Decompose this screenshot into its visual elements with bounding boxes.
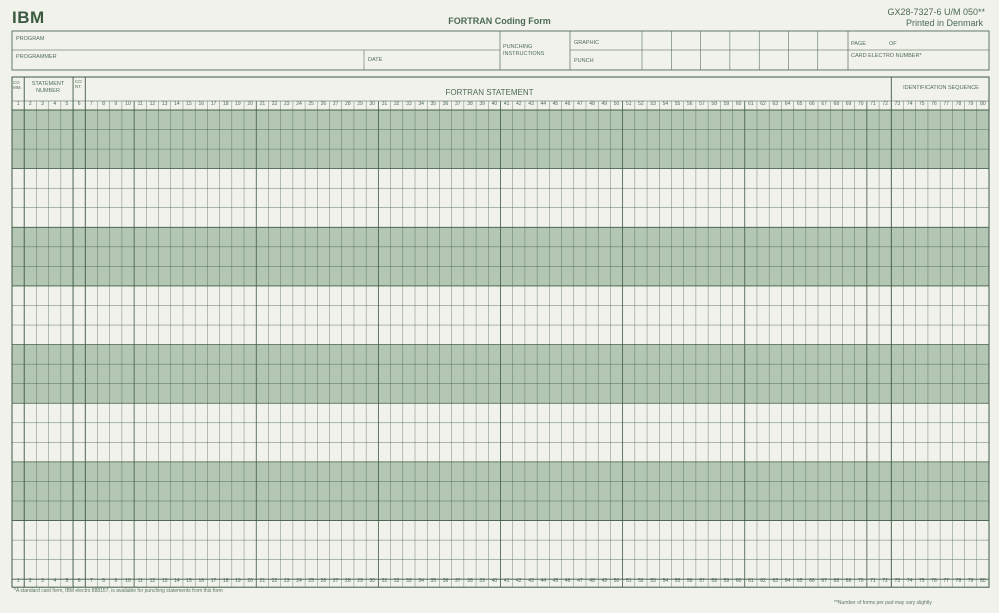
column-number: 6: [77, 101, 81, 107]
column-number: 11: [137, 101, 143, 107]
comment-column-label: COMM.: [13, 80, 22, 90]
column-number: 67: [821, 578, 827, 584]
column-number: 57: [699, 101, 705, 107]
column-number: 66: [809, 101, 815, 107]
column-number: 75: [919, 101, 925, 107]
column-number: 55: [674, 578, 681, 584]
column-number: 45: [552, 101, 559, 107]
column-number: 47: [577, 101, 583, 107]
column-number: 1: [16, 578, 20, 584]
column-number: 38: [467, 578, 473, 584]
column-number: 17: [210, 578, 217, 584]
column-number: 31: [381, 578, 388, 584]
programmer-label: PROGRAMMER: [16, 54, 57, 60]
column-number: 39: [479, 101, 485, 107]
column-number: 56: [687, 578, 693, 584]
punching-instructions-label: PUNCHING INSTRUCTIONS: [503, 44, 545, 57]
column-number: 27: [332, 101, 339, 107]
column-number: 4: [53, 101, 57, 107]
fortran-statement-label: FORTRAN STATEMENT: [445, 88, 534, 97]
column-number: 15: [186, 101, 192, 107]
column-number: 49: [601, 578, 608, 584]
column-number: 46: [564, 101, 571, 107]
column-number: 44: [540, 578, 546, 584]
column-number: 19: [235, 578, 241, 584]
column-number: 21: [259, 578, 266, 584]
column-number: 74: [906, 578, 913, 584]
column-number: 16: [198, 101, 205, 107]
column-number: 42: [516, 578, 522, 584]
footer-note-right: **Number of forms per pad may vary slightly: [834, 600, 932, 606]
column-number: 58: [711, 101, 717, 107]
column-number: 73: [894, 101, 901, 107]
column-number: 56: [687, 101, 693, 107]
column-number: 8: [102, 101, 105, 107]
column-number: 40: [491, 101, 498, 107]
column-number: 3: [41, 101, 44, 107]
column-number: 3: [41, 578, 44, 584]
column-number: 42: [516, 101, 522, 107]
column-number: 43: [528, 578, 534, 584]
column-number: 34: [418, 578, 424, 584]
column-number: 22: [271, 101, 278, 107]
column-number: 79: [967, 578, 974, 584]
column-number: 31: [381, 101, 388, 107]
column-number: 63: [772, 578, 779, 584]
column-number: 13: [161, 101, 168, 107]
column-number: 78: [955, 578, 962, 584]
column-number: 80: [980, 101, 986, 107]
column-number: 40: [491, 578, 498, 584]
column-number: 43: [528, 101, 534, 107]
column-number: 54: [662, 101, 669, 107]
column-number: 69: [845, 578, 852, 584]
column-number: 1: [16, 101, 20, 107]
column-number: 45: [552, 578, 559, 584]
column-number: 64: [784, 101, 791, 107]
column-number: 18: [222, 101, 229, 107]
column-number: 65: [796, 578, 803, 584]
column-number: 75: [919, 578, 925, 584]
column-number: 20: [247, 101, 253, 107]
footer-note-left: *A standard card form, IBM electro 888157, is available for punching statements from this form: [14, 588, 223, 594]
column-number: 8: [102, 578, 105, 584]
column-number: 4: [53, 578, 57, 584]
column-number: 9: [114, 101, 118, 107]
header-box: [12, 31, 989, 70]
column-number: 17: [210, 101, 217, 107]
column-number: 60: [735, 578, 742, 584]
program-label: PROGRAM: [16, 36, 45, 42]
column-number: 23: [283, 578, 290, 584]
column-number: 25: [308, 578, 314, 584]
column-number: 67: [821, 101, 827, 107]
column-number: 61: [748, 101, 754, 107]
form-number: GX28-7327-6 U/M 050**: [887, 7, 985, 17]
column-number: 24: [296, 101, 302, 107]
column-number: 30: [369, 101, 376, 107]
column-number: 54: [662, 578, 669, 584]
column-number: 27: [332, 578, 339, 584]
column-number: 74: [906, 101, 913, 107]
column-number: 50: [613, 101, 620, 107]
column-number: 28: [345, 578, 351, 584]
column-number: 68: [833, 578, 840, 584]
column-number: 57: [699, 578, 705, 584]
column-number: 53: [650, 578, 656, 584]
column-number: 51: [625, 101, 632, 107]
column-number: 50: [613, 578, 620, 584]
column-number: 32: [393, 578, 400, 584]
identification-sequence-label: IDENTIFICATION SEQUENCE: [903, 85, 979, 91]
column-number: 30: [369, 578, 376, 584]
column-number: 48: [589, 578, 595, 584]
column-number: 71: [870, 578, 876, 584]
column-number: 51: [625, 578, 632, 584]
column-number: 39: [479, 578, 485, 584]
column-number: 15: [186, 578, 192, 584]
column-number: 26: [320, 578, 327, 584]
column-number: 35: [430, 578, 437, 584]
card-electro-number-label: CARD ELECTRO NUMBER*: [851, 53, 922, 59]
column-number: 25: [308, 101, 314, 107]
column-number: 36: [442, 101, 449, 107]
column-number: 52: [638, 101, 644, 107]
column-number: 59: [723, 101, 730, 107]
column-number: 37: [454, 101, 461, 107]
of-label: OF: [889, 41, 897, 47]
column-number: 77: [943, 101, 950, 107]
column-number: 55: [674, 101, 681, 107]
column-number: 26: [320, 101, 327, 107]
column-number: 71: [870, 101, 876, 107]
column-number: 76: [931, 578, 937, 584]
column-number: 13: [161, 578, 168, 584]
column-number: 68: [833, 101, 840, 107]
column-number: 33: [406, 578, 412, 584]
column-number: 29: [357, 578, 363, 584]
column-number: 48: [589, 101, 595, 107]
column-number: 41: [503, 578, 510, 584]
column-number: 66: [809, 578, 815, 584]
column-number: 69: [845, 101, 852, 107]
column-number: 44: [540, 101, 546, 107]
column-number: 11: [137, 578, 143, 584]
column-number: 18: [222, 578, 229, 584]
column-number: 52: [638, 578, 644, 584]
column-number: 62: [760, 101, 766, 107]
column-number: 53: [650, 101, 656, 107]
column-number: 6: [77, 578, 81, 584]
column-number: 64: [784, 578, 791, 584]
column-number: 21: [259, 101, 266, 107]
column-number: 14: [174, 578, 180, 584]
column-number: 60: [735, 101, 742, 107]
column-number: 62: [760, 578, 766, 584]
column-number: 73: [894, 578, 901, 584]
column-number: 7: [89, 578, 93, 584]
column-number: 80: [980, 578, 986, 584]
column-number: 14: [174, 101, 180, 107]
column-number: 34: [418, 101, 424, 107]
ibm-logo: IBM: [12, 8, 45, 27]
column-number: 49: [601, 101, 608, 107]
column-number: 41: [503, 101, 510, 107]
column-number: 46: [564, 578, 571, 584]
column-number: 36: [442, 578, 449, 584]
column-number: 70: [857, 578, 864, 584]
column-number: 5: [65, 101, 69, 107]
column-number: 78: [955, 101, 962, 107]
graphic-label: GRAPHIC: [574, 40, 600, 46]
statement-number-label: STATEMENT NUMBER: [31, 81, 65, 94]
column-number: 76: [931, 101, 937, 107]
column-number: 19: [235, 101, 241, 107]
column-number: 77: [943, 578, 950, 584]
column-number: 2: [28, 578, 32, 584]
column-number: 37: [454, 578, 461, 584]
column-number: 22: [271, 578, 278, 584]
column-number: 28: [345, 101, 351, 107]
column-number: 2: [28, 101, 32, 107]
date-label: DATE: [368, 57, 383, 63]
column-numbers-top: [0, 101, 999, 109]
column-number: 47: [577, 578, 583, 584]
column-number: 61: [748, 578, 754, 584]
column-number: 35: [430, 101, 437, 107]
column-number: 72: [882, 101, 888, 107]
column-number: 10: [125, 578, 131, 584]
page-label: PAGE: [851, 41, 866, 47]
printed-location: Printed in Denmark: [905, 18, 983, 28]
column-number: 79: [967, 101, 974, 107]
column-number: 12: [149, 101, 156, 107]
column-number: 24: [296, 578, 302, 584]
column-number: 16: [198, 578, 205, 584]
column-number: 32: [393, 101, 400, 107]
punch-label: PUNCH: [574, 58, 594, 64]
column-number: 23: [283, 101, 290, 107]
continuation-column-label: CONT.: [75, 79, 82, 89]
form-title: FORTRAN Coding Form: [448, 16, 551, 26]
column-number: 10: [125, 101, 131, 107]
column-number: 65: [796, 101, 803, 107]
column-number: 70: [857, 101, 864, 107]
column-number: 58: [711, 578, 717, 584]
column-number: 38: [467, 101, 473, 107]
column-number: 72: [882, 578, 888, 584]
column-number: 59: [723, 578, 730, 584]
column-number: 12: [149, 578, 156, 584]
column-number: 63: [772, 101, 779, 107]
column-number: 33: [406, 101, 412, 107]
column-numbers-bottom: [0, 578, 999, 586]
column-number: 20: [247, 578, 253, 584]
column-number: 9: [114, 578, 118, 584]
column-number: 5: [65, 578, 69, 584]
column-number: 7: [89, 101, 93, 107]
column-number: 29: [357, 101, 363, 107]
